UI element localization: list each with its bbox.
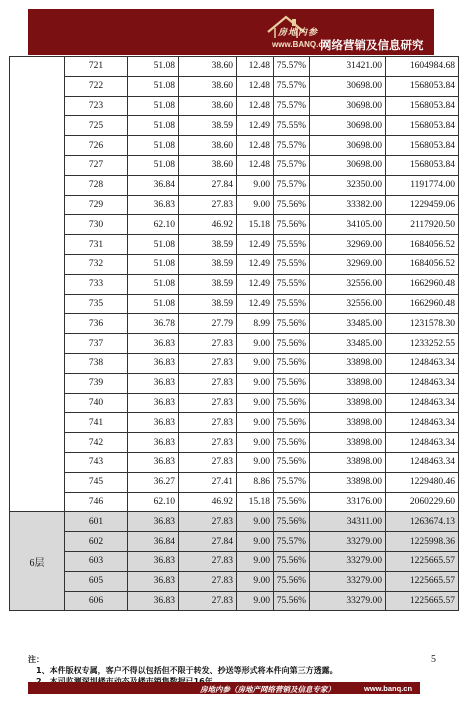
shared-area-cell: 12.49 bbox=[237, 294, 274, 314]
usage-rate-cell: 75.57% bbox=[274, 532, 310, 552]
usage-rate-cell: 75.55% bbox=[274, 116, 310, 136]
total-area-cell: 51.08 bbox=[128, 76, 179, 96]
total-area-cell: 36.83 bbox=[128, 334, 179, 354]
total-area-cell: 36.83 bbox=[128, 551, 179, 571]
usage-rate-cell: 75.56% bbox=[274, 512, 310, 532]
unit-price-cell: 34311.00 bbox=[310, 512, 386, 532]
usable-area-cell: 27.41 bbox=[179, 472, 237, 492]
room-number-cell: 736 bbox=[65, 314, 128, 334]
table-row bbox=[10, 175, 459, 195]
unit-price-cell: 30698.00 bbox=[310, 155, 386, 175]
usable-area-cell: 38.59 bbox=[179, 116, 237, 136]
unit-price-cell: 30698.00 bbox=[310, 116, 386, 136]
table-row bbox=[10, 254, 459, 274]
shared-area-cell: 12.48 bbox=[237, 136, 274, 156]
total-area-cell: 36.83 bbox=[128, 413, 179, 433]
shared-area-cell: 9.00 bbox=[237, 551, 274, 571]
usable-area-cell: 27.83 bbox=[179, 571, 237, 591]
unit-price-cell: 32556.00 bbox=[310, 294, 386, 314]
floor-cell-blank bbox=[10, 57, 65, 512]
shared-area-cell: 12.49 bbox=[237, 274, 274, 294]
usage-rate-cell: 75.56% bbox=[274, 373, 310, 393]
usage-rate-cell: 75.56% bbox=[274, 353, 310, 373]
total-price-cell: 1662960.48 bbox=[386, 274, 459, 294]
room-number-cell: 723 bbox=[65, 96, 128, 116]
usage-rate-cell: 75.56% bbox=[274, 551, 310, 571]
total-price-cell: 2117920.50 bbox=[386, 215, 459, 235]
brand-title-text: 网络营销及信息研究专家 bbox=[320, 38, 424, 68]
unit-price-cell: 33485.00 bbox=[310, 334, 386, 354]
usable-area-cell: 27.79 bbox=[179, 314, 237, 334]
table-row bbox=[10, 492, 459, 512]
unit-price-cell: 30698.00 bbox=[310, 136, 386, 156]
usage-rate-cell: 75.56% bbox=[274, 215, 310, 235]
usable-area-cell: 27.83 bbox=[179, 551, 237, 571]
table-row bbox=[10, 274, 459, 294]
table-row bbox=[10, 452, 459, 472]
room-number-cell: 725 bbox=[65, 116, 128, 136]
room-number-cell: 606 bbox=[65, 591, 128, 611]
usable-area-cell: 46.92 bbox=[179, 492, 237, 512]
usable-area-cell: 38.60 bbox=[179, 136, 237, 156]
table-row bbox=[10, 551, 459, 571]
table-row bbox=[10, 57, 459, 77]
total-area-cell: 36.83 bbox=[128, 393, 179, 413]
table-row bbox=[10, 433, 459, 453]
usable-area-cell: 38.59 bbox=[179, 235, 237, 255]
usage-rate-cell: 75.57% bbox=[274, 57, 310, 77]
table-row bbox=[10, 512, 459, 532]
usable-area-cell: 38.60 bbox=[179, 76, 237, 96]
shared-area-cell: 9.00 bbox=[237, 373, 274, 393]
total-area-cell: 36.83 bbox=[128, 373, 179, 393]
room-number-cell: 732 bbox=[65, 254, 128, 274]
usage-rate-cell: 75.56% bbox=[274, 334, 310, 354]
brand-url-text: www.BANQ.cn bbox=[272, 40, 328, 49]
usage-rate-cell: 75.55% bbox=[274, 254, 310, 274]
total-area-cell: 36.84 bbox=[128, 532, 179, 552]
usable-area-cell: 38.59 bbox=[179, 274, 237, 294]
unit-price-cell: 33898.00 bbox=[310, 472, 386, 492]
shared-area-cell: 12.48 bbox=[237, 96, 274, 116]
total-price-cell: 1684056.52 bbox=[386, 235, 459, 255]
total-price-cell: 1248463.34 bbox=[386, 353, 459, 373]
usable-area-cell: 27.83 bbox=[179, 591, 237, 611]
total-area-cell: 51.08 bbox=[128, 57, 179, 77]
total-price-cell: 1225665.57 bbox=[386, 571, 459, 591]
total-price-cell: 1568053.84 bbox=[386, 116, 459, 136]
total-price-cell: 1248463.34 bbox=[386, 393, 459, 413]
room-number-cell: 738 bbox=[65, 353, 128, 373]
unit-price-cell: 33279.00 bbox=[310, 591, 386, 611]
usage-rate-cell: 75.55% bbox=[274, 294, 310, 314]
unit-price-cell: 33898.00 bbox=[310, 433, 386, 453]
usable-area-cell: 27.83 bbox=[179, 512, 237, 532]
shared-area-cell: 9.00 bbox=[237, 591, 274, 611]
total-price-cell: 1248463.34 bbox=[386, 373, 459, 393]
room-number-cell: 740 bbox=[65, 393, 128, 413]
room-number-cell: 729 bbox=[65, 195, 128, 215]
table-row bbox=[10, 215, 459, 235]
total-area-cell: 51.08 bbox=[128, 235, 179, 255]
total-price-cell: 1684056.52 bbox=[386, 254, 459, 274]
total-area-cell: 51.08 bbox=[128, 116, 179, 136]
total-price-cell: 1225665.57 bbox=[386, 591, 459, 611]
total-price-cell: 1263674.13 bbox=[386, 512, 459, 532]
room-number-cell: 739 bbox=[65, 373, 128, 393]
shared-area-cell: 15.18 bbox=[237, 215, 274, 235]
total-area-cell: 36.83 bbox=[128, 591, 179, 611]
table-row bbox=[10, 571, 459, 591]
footer-brand-text: 房地内参（房地产网络营销及信息专家） bbox=[200, 685, 335, 694]
usage-rate-cell: 75.57% bbox=[274, 96, 310, 116]
shared-area-cell: 9.00 bbox=[237, 195, 274, 215]
table-row bbox=[10, 235, 459, 255]
table-row bbox=[10, 373, 459, 393]
unit-price-cell: 30698.00 bbox=[310, 76, 386, 96]
usage-rate-cell: 75.57% bbox=[274, 136, 310, 156]
table-row bbox=[10, 195, 459, 215]
table-row bbox=[10, 76, 459, 96]
note-line-1: 1、本件版权专属，客户不得以包括但不限于转发、抄送等形式将本件向第三方透露。 bbox=[36, 666, 338, 675]
total-area-cell: 36.84 bbox=[128, 175, 179, 195]
unit-price-cell: 32556.00 bbox=[310, 274, 386, 294]
shared-area-cell: 12.49 bbox=[237, 254, 274, 274]
unit-price-cell: 33176.00 bbox=[310, 492, 386, 512]
usable-area-cell: 27.83 bbox=[179, 195, 237, 215]
total-area-cell: 62.10 bbox=[128, 215, 179, 235]
table-row bbox=[10, 116, 459, 136]
total-price-cell: 1225998.36 bbox=[386, 532, 459, 552]
total-price-cell: 1248463.34 bbox=[386, 452, 459, 472]
total-area-cell: 36.83 bbox=[128, 433, 179, 453]
total-price-cell: 1229459.06 bbox=[386, 195, 459, 215]
usage-rate-cell: 75.56% bbox=[274, 452, 310, 472]
room-number-cell: 745 bbox=[65, 472, 128, 492]
total-area-cell: 51.08 bbox=[128, 136, 179, 156]
total-area-cell: 62.10 bbox=[128, 492, 179, 512]
room-number-cell: 726 bbox=[65, 136, 128, 156]
total-price-cell: 1568053.84 bbox=[386, 155, 459, 175]
total-area-cell: 51.08 bbox=[128, 155, 179, 175]
unit-price-cell: 30698.00 bbox=[310, 96, 386, 116]
total-area-cell: 36.83 bbox=[128, 353, 179, 373]
usage-rate-cell: 75.56% bbox=[274, 413, 310, 433]
total-price-cell: 1248463.34 bbox=[386, 413, 459, 433]
room-number-cell: 733 bbox=[65, 274, 128, 294]
usable-area-cell: 27.83 bbox=[179, 413, 237, 433]
shared-area-cell: 9.00 bbox=[237, 512, 274, 532]
total-price-cell: 1233252.55 bbox=[386, 334, 459, 354]
usage-rate-cell: 75.56% bbox=[274, 591, 310, 611]
usage-rate-cell: 75.57% bbox=[274, 175, 310, 195]
usable-area-cell: 27.83 bbox=[179, 334, 237, 354]
shared-area-cell: 12.48 bbox=[237, 76, 274, 96]
room-number-cell: 728 bbox=[65, 175, 128, 195]
unit-price-cell: 32969.00 bbox=[310, 254, 386, 274]
unit-price-cell: 33279.00 bbox=[310, 571, 386, 591]
room-number-cell: 727 bbox=[65, 155, 128, 175]
total-area-cell: 36.83 bbox=[128, 512, 179, 532]
shared-area-cell: 12.49 bbox=[237, 116, 274, 136]
table-row bbox=[10, 96, 459, 116]
shared-area-cell: 9.00 bbox=[237, 532, 274, 552]
total-price-cell: 1248463.34 bbox=[386, 433, 459, 453]
usable-area-cell: 38.60 bbox=[179, 155, 237, 175]
unit-price-cell: 33279.00 bbox=[310, 532, 386, 552]
room-number-cell: 730 bbox=[65, 215, 128, 235]
unit-price-cell: 32350.00 bbox=[310, 175, 386, 195]
total-price-cell: 1225665.57 bbox=[386, 551, 459, 571]
total-price-cell: 1568053.84 bbox=[386, 76, 459, 96]
table-row bbox=[10, 413, 459, 433]
unit-price-cell: 33898.00 bbox=[310, 373, 386, 393]
room-number-cell: 742 bbox=[65, 433, 128, 453]
usage-rate-cell: 75.56% bbox=[274, 195, 310, 215]
total-area-cell: 36.83 bbox=[128, 571, 179, 591]
room-number-cell: 731 bbox=[65, 235, 128, 255]
usable-area-cell: 46.92 bbox=[179, 215, 237, 235]
room-number-cell: 602 bbox=[65, 532, 128, 552]
room-number-cell: 737 bbox=[65, 334, 128, 354]
usage-rate-cell: 75.56% bbox=[274, 433, 310, 453]
table-row bbox=[10, 472, 459, 492]
shared-area-cell: 8.99 bbox=[237, 314, 274, 334]
usage-rate-cell: 75.56% bbox=[274, 393, 310, 413]
total-price-cell: 1191774.00 bbox=[386, 175, 459, 195]
total-price-cell: 2060229.60 bbox=[386, 492, 459, 512]
total-area-cell: 51.08 bbox=[128, 254, 179, 274]
shared-area-cell: 9.00 bbox=[237, 433, 274, 453]
unit-price-cell: 33279.00 bbox=[310, 551, 386, 571]
usage-rate-cell: 75.55% bbox=[274, 235, 310, 255]
usage-rate-cell: 75.56% bbox=[274, 492, 310, 512]
unit-price-cell: 33898.00 bbox=[310, 452, 386, 472]
total-price-cell: 1568053.84 bbox=[386, 96, 459, 116]
room-number-cell: 722 bbox=[65, 76, 128, 96]
usage-rate-cell: 75.56% bbox=[274, 571, 310, 591]
unit-price-cell: 34105.00 bbox=[310, 215, 386, 235]
shared-area-cell: 9.00 bbox=[237, 353, 274, 373]
usage-rate-cell: 75.57% bbox=[274, 76, 310, 96]
notes-title: 注： bbox=[28, 655, 44, 664]
usable-area-cell: 38.60 bbox=[179, 57, 237, 77]
total-area-cell: 51.08 bbox=[128, 274, 179, 294]
usable-area-cell: 38.59 bbox=[179, 254, 237, 274]
table-row bbox=[10, 591, 459, 611]
total-area-cell: 36.83 bbox=[128, 195, 179, 215]
usable-area-cell: 27.83 bbox=[179, 393, 237, 413]
brand-small-text: 房地内参 bbox=[278, 27, 319, 37]
shared-area-cell: 9.00 bbox=[237, 413, 274, 433]
shared-area-cell: 12.48 bbox=[237, 57, 274, 77]
total-price-cell: 1568053.84 bbox=[386, 136, 459, 156]
page-number: 5 bbox=[431, 654, 436, 665]
total-price-cell: 1231578.30 bbox=[386, 314, 459, 334]
usage-rate-cell: 75.56% bbox=[274, 314, 310, 334]
shared-area-cell: 15.18 bbox=[237, 492, 274, 512]
shared-area-cell: 9.00 bbox=[237, 452, 274, 472]
total-area-cell: 51.08 bbox=[128, 294, 179, 314]
table-row bbox=[10, 532, 459, 552]
usable-area-cell: 27.84 bbox=[179, 532, 237, 552]
total-price-cell: 1662960.48 bbox=[386, 294, 459, 314]
room-number-cell: 721 bbox=[65, 57, 128, 77]
sales-data-table bbox=[9, 56, 459, 611]
usable-area-cell: 38.59 bbox=[179, 294, 237, 314]
total-area-cell: 51.08 bbox=[128, 96, 179, 116]
unit-price-cell: 33898.00 bbox=[310, 353, 386, 373]
unit-price-cell: 33382.00 bbox=[310, 195, 386, 215]
table-row bbox=[10, 393, 459, 413]
usage-rate-cell: 75.57% bbox=[274, 155, 310, 175]
table-row bbox=[10, 314, 459, 334]
usage-rate-cell: 75.55% bbox=[274, 274, 310, 294]
shared-area-cell: 12.49 bbox=[237, 235, 274, 255]
room-number-cell: 741 bbox=[65, 413, 128, 433]
usable-area-cell: 27.83 bbox=[179, 452, 237, 472]
room-number-cell: 743 bbox=[65, 452, 128, 472]
table-row bbox=[10, 294, 459, 314]
table-row bbox=[10, 136, 459, 156]
shared-area-cell: 12.48 bbox=[237, 155, 274, 175]
usable-area-cell: 38.60 bbox=[179, 96, 237, 116]
shared-area-cell: 9.00 bbox=[237, 175, 274, 195]
table-row bbox=[10, 353, 459, 373]
usable-area-cell: 27.83 bbox=[179, 353, 237, 373]
shared-area-cell: 8.86 bbox=[237, 472, 274, 492]
usable-area-cell: 27.83 bbox=[179, 373, 237, 393]
total-price-cell: 1229480.46 bbox=[386, 472, 459, 492]
room-number-cell: 735 bbox=[65, 294, 128, 314]
total-area-cell: 36.78 bbox=[128, 314, 179, 334]
usable-area-cell: 27.83 bbox=[179, 433, 237, 453]
unit-price-cell: 33898.00 bbox=[310, 393, 386, 413]
unit-price-cell: 31421.00 bbox=[310, 57, 386, 77]
room-number-cell: 601 bbox=[65, 512, 128, 532]
usage-rate-cell: 75.57% bbox=[274, 472, 310, 492]
table-row bbox=[10, 155, 459, 175]
unit-price-cell: 32969.00 bbox=[310, 235, 386, 255]
total-price-cell: 1604984.68 bbox=[386, 57, 459, 77]
room-number-cell: 746 bbox=[65, 492, 128, 512]
total-area-cell: 36.27 bbox=[128, 472, 179, 492]
total-area-cell: 36.83 bbox=[128, 452, 179, 472]
floor-label-cell: 6层 bbox=[10, 512, 65, 611]
usable-area-cell: 27.84 bbox=[179, 175, 237, 195]
footer-url-text: www.banq.cn bbox=[364, 684, 413, 693]
shared-area-cell: 9.00 bbox=[237, 393, 274, 413]
table-row bbox=[10, 334, 459, 354]
shared-area-cell: 9.00 bbox=[237, 334, 274, 354]
room-number-cell: 603 bbox=[65, 551, 128, 571]
shared-area-cell: 9.00 bbox=[237, 571, 274, 591]
room-number-cell: 605 bbox=[65, 571, 128, 591]
unit-price-cell: 33898.00 bbox=[310, 413, 386, 433]
unit-price-cell: 33485.00 bbox=[310, 314, 386, 334]
